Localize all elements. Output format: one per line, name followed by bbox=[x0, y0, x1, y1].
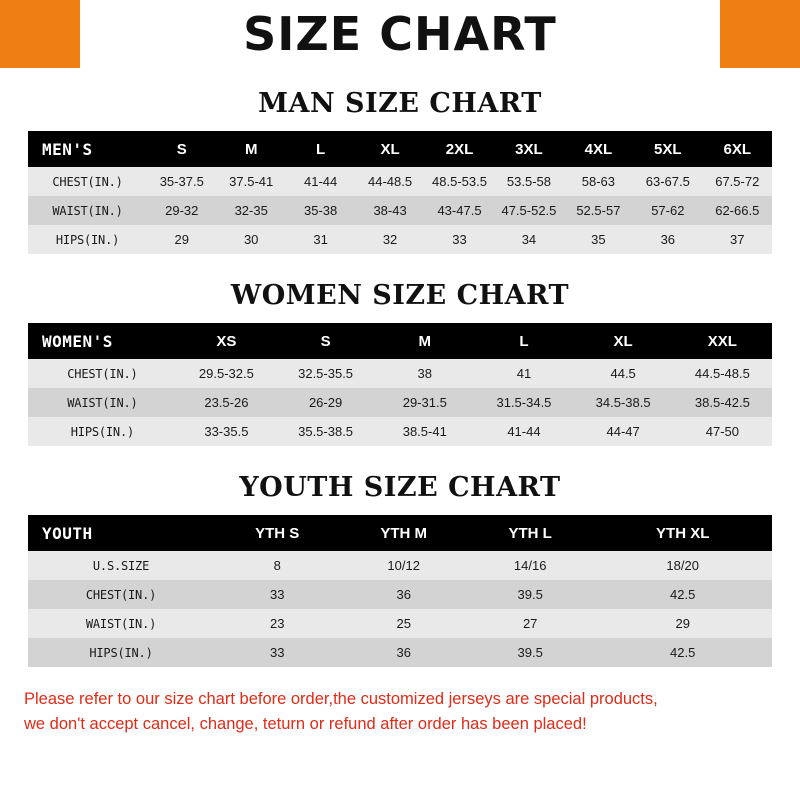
table-women-head bbox=[28, 323, 772, 359]
spacer bbox=[0, 68, 800, 88]
table-man-size-7: 5XL bbox=[633, 131, 702, 167]
cell: 35 bbox=[564, 225, 633, 254]
cell: 33 bbox=[214, 580, 340, 609]
table-youth bbox=[28, 515, 772, 667]
cell: 31 bbox=[286, 225, 355, 254]
footer-note-line1: Please refer to our size chart before order,the customized jerseys are special products, bbox=[24, 690, 658, 708]
table-man-size-5: 3XL bbox=[494, 131, 563, 167]
table-header-row bbox=[28, 323, 772, 359]
page-title: SIZE CHART bbox=[243, 7, 557, 61]
row-label: U.S.SIZE bbox=[28, 551, 214, 580]
row-label: WAIST(IN.) bbox=[28, 609, 214, 638]
cell: 62-66.5 bbox=[703, 196, 772, 225]
cell: 42.5 bbox=[593, 638, 772, 667]
table-row bbox=[28, 551, 772, 580]
spacer bbox=[28, 119, 772, 131]
section-youth bbox=[0, 472, 800, 667]
footer-note bbox=[0, 687, 800, 737]
cell: 34.5-38.5 bbox=[574, 388, 673, 417]
section-title-man: MAN SIZE CHART bbox=[258, 88, 542, 119]
cell: 18/20 bbox=[593, 551, 772, 580]
spacer bbox=[0, 667, 800, 687]
cell: 29 bbox=[147, 225, 216, 254]
cell: 48.5-53.5 bbox=[425, 167, 494, 196]
cell: 33 bbox=[214, 638, 340, 667]
table-man-body bbox=[28, 167, 772, 254]
table-youth-head bbox=[28, 515, 772, 551]
cell: 42.5 bbox=[593, 580, 772, 609]
table-row bbox=[28, 225, 772, 254]
table-row bbox=[28, 388, 772, 417]
table-row bbox=[28, 580, 772, 609]
table-women-header-label: WOMEN'S bbox=[28, 323, 177, 359]
table-header-row bbox=[28, 131, 772, 167]
cell: 36 bbox=[340, 580, 466, 609]
table-man-size-2: L bbox=[286, 131, 355, 167]
cell: 36 bbox=[633, 225, 702, 254]
row-label: WAIST(IN.) bbox=[28, 388, 177, 417]
spacer bbox=[28, 311, 772, 323]
table-women-size-2: M bbox=[375, 323, 474, 359]
cell: 52.5-57 bbox=[564, 196, 633, 225]
cell: 44.5 bbox=[574, 359, 673, 388]
cell: 29-32 bbox=[147, 196, 216, 225]
cell: 26-29 bbox=[276, 388, 375, 417]
row-label: WAIST(IN.) bbox=[28, 196, 147, 225]
header-banner bbox=[0, 0, 800, 68]
cell: 31.5-34.5 bbox=[474, 388, 573, 417]
row-label: HIPS(IN.) bbox=[28, 225, 147, 254]
cell: 34 bbox=[494, 225, 563, 254]
cell: 35.5-38.5 bbox=[276, 417, 375, 446]
cell: 36 bbox=[340, 638, 466, 667]
section-title-youth: YOUTH SIZE CHART bbox=[239, 472, 561, 503]
cell: 39.5 bbox=[467, 638, 593, 667]
table-youth-size-3: YTH XL bbox=[593, 515, 772, 551]
row-label: CHEST(IN.) bbox=[28, 580, 214, 609]
row-label: CHEST(IN.) bbox=[28, 359, 177, 388]
cell: 39.5 bbox=[467, 580, 593, 609]
table-man-size-8: 6XL bbox=[703, 131, 772, 167]
cell: 47-50 bbox=[673, 417, 772, 446]
header-banner-inner bbox=[80, 0, 720, 68]
section-man bbox=[0, 88, 800, 254]
table-row bbox=[28, 417, 772, 446]
table-youth-size-1: YTH M bbox=[340, 515, 466, 551]
table-man-size-1: M bbox=[216, 131, 285, 167]
cell: 33 bbox=[425, 225, 494, 254]
table-row bbox=[28, 196, 772, 225]
table-row bbox=[28, 638, 772, 667]
cell: 44.5-48.5 bbox=[673, 359, 772, 388]
cell: 38 bbox=[375, 359, 474, 388]
table-man-size-0: S bbox=[147, 131, 216, 167]
spacer bbox=[0, 446, 800, 472]
table-women-size-3: L bbox=[474, 323, 573, 359]
cell: 47.5-52.5 bbox=[494, 196, 563, 225]
table-women-size-1: S bbox=[276, 323, 375, 359]
table-man-size-6: 4XL bbox=[564, 131, 633, 167]
table-women-size-4: XL bbox=[574, 323, 673, 359]
cell: 32-35 bbox=[216, 196, 285, 225]
cell: 33-35.5 bbox=[177, 417, 276, 446]
table-youth-body bbox=[28, 551, 772, 667]
cell: 58-63 bbox=[564, 167, 633, 196]
cell: 27 bbox=[467, 609, 593, 638]
cell: 44-47 bbox=[574, 417, 673, 446]
section-title-women: WOMEN SIZE CHART bbox=[230, 280, 570, 311]
cell: 38.5-42.5 bbox=[673, 388, 772, 417]
table-women-size-0: XS bbox=[177, 323, 276, 359]
cell: 29 bbox=[593, 609, 772, 638]
cell: 63-67.5 bbox=[633, 167, 702, 196]
cell: 29.5-32.5 bbox=[177, 359, 276, 388]
cell: 57-62 bbox=[633, 196, 702, 225]
cell: 30 bbox=[216, 225, 285, 254]
cell: 41 bbox=[474, 359, 573, 388]
table-youth-header-label: YOUTH bbox=[28, 515, 214, 551]
cell: 41-44 bbox=[286, 167, 355, 196]
table-header-row bbox=[28, 515, 772, 551]
cell: 67.5-72 bbox=[703, 167, 772, 196]
table-man-size-3: XL bbox=[355, 131, 424, 167]
cell: 23.5-26 bbox=[177, 388, 276, 417]
row-label: CHEST(IN.) bbox=[28, 167, 147, 196]
table-man-header-label: MEN'S bbox=[28, 131, 147, 167]
table-man-head bbox=[28, 131, 772, 167]
cell: 44-48.5 bbox=[355, 167, 424, 196]
cell: 35-37.5 bbox=[147, 167, 216, 196]
cell: 37 bbox=[703, 225, 772, 254]
cell: 38.5-41 bbox=[375, 417, 474, 446]
cell: 32 bbox=[355, 225, 424, 254]
row-label: HIPS(IN.) bbox=[28, 638, 214, 667]
table-youth-size-2: YTH L bbox=[467, 515, 593, 551]
table-women-size-5: XXL bbox=[673, 323, 772, 359]
cell: 43-47.5 bbox=[425, 196, 494, 225]
footer-note-line2: we don't accept cancel, change, teturn or refund after order has been placed! bbox=[24, 714, 587, 733]
spacer bbox=[0, 254, 800, 280]
table-row bbox=[28, 359, 772, 388]
spacer bbox=[28, 503, 772, 515]
cell: 41-44 bbox=[474, 417, 573, 446]
table-women-body bbox=[28, 359, 772, 446]
table-row bbox=[28, 609, 772, 638]
table-women bbox=[28, 323, 772, 446]
cell: 25 bbox=[340, 609, 466, 638]
section-women bbox=[0, 280, 800, 446]
cell: 10/12 bbox=[340, 551, 466, 580]
cell: 29-31.5 bbox=[375, 388, 474, 417]
cell: 23 bbox=[214, 609, 340, 638]
table-youth-size-0: YTH S bbox=[214, 515, 340, 551]
cell: 14/16 bbox=[467, 551, 593, 580]
row-label: HIPS(IN.) bbox=[28, 417, 177, 446]
table-row bbox=[28, 167, 772, 196]
cell: 37.5-41 bbox=[216, 167, 285, 196]
cell: 8 bbox=[214, 551, 340, 580]
cell: 38-43 bbox=[355, 196, 424, 225]
table-man bbox=[28, 131, 772, 254]
cell: 35-38 bbox=[286, 196, 355, 225]
cell: 32.5-35.5 bbox=[276, 359, 375, 388]
cell: 53.5-58 bbox=[494, 167, 563, 196]
table-man-size-4: 2XL bbox=[425, 131, 494, 167]
